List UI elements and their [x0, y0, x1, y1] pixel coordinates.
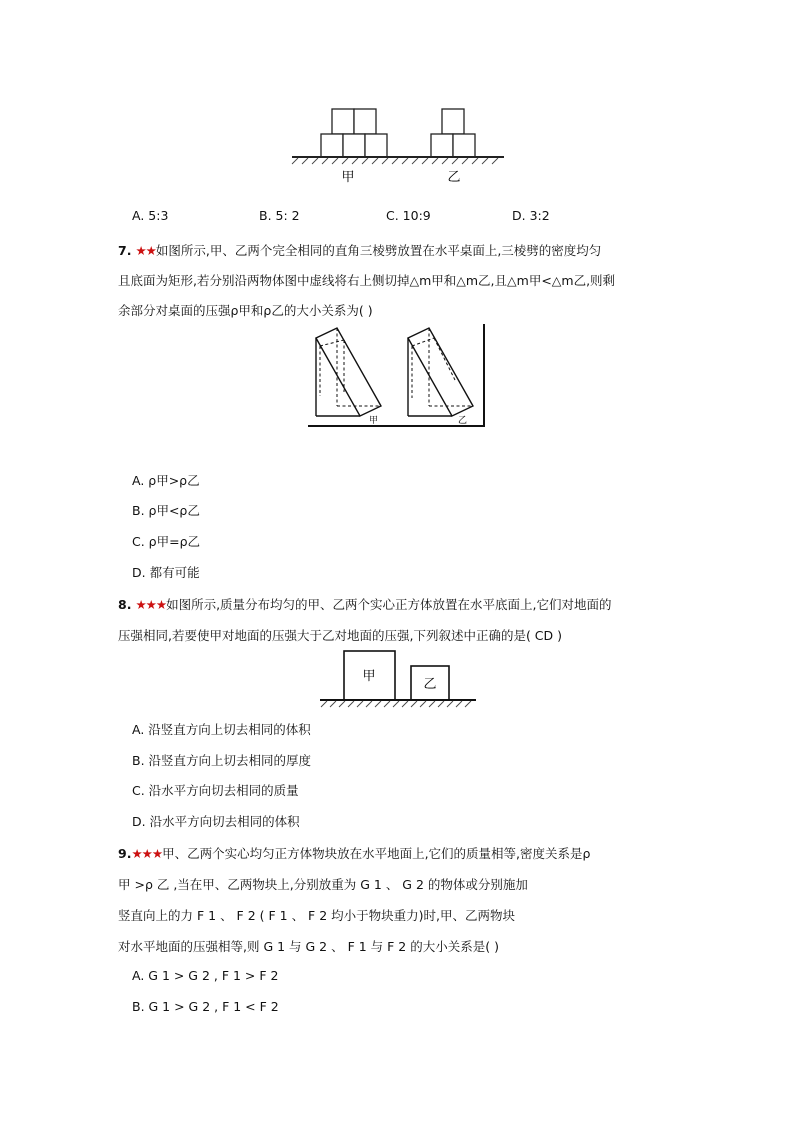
q7-fig-label-yi: 乙: [458, 416, 468, 426]
q8-number: 8.: [118, 597, 132, 612]
q7-stem-line-2: 且底面为矩形,若分别沿两物体图中虚线将右上侧切掉△m甲和△m乙,且△m甲<△m乙,则剩: [118, 273, 616, 288]
q8-fig-label-jia: 甲: [362, 669, 376, 684]
q8-stem-line-1: [118, 595, 612, 613]
fig1-label-jia: 甲: [341, 170, 355, 185]
q7-stem-line-1: [118, 241, 601, 259]
q8-difficulty-stars: ★★★: [135, 597, 167, 612]
q9-option-a[interactable]: A. G 1 > G 2 , F 1 > F 2: [132, 968, 279, 983]
q7-difficulty-stars: ★★: [135, 243, 156, 258]
q6-option-c[interactable]: C. 10:9: [386, 208, 431, 223]
q7-fig-label-jia: 甲: [369, 416, 379, 426]
q9-stem-line-1: [118, 844, 590, 862]
q9-option-b[interactable]: B. G 1 > G 2 , F 1 < F 2: [132, 999, 279, 1014]
q9-difficulty-stars: ★★★: [131, 846, 163, 861]
figure-triangular-prisms: [306, 322, 488, 430]
q6-option-a[interactable]: A. 5:3: [132, 208, 169, 223]
figure-stacked-cubes: [288, 104, 508, 188]
q7-stem-text-1: 如图所示,甲、乙两个完全相同的直角三棱劈放置在水平桌面上,三棱劈的密度均匀: [155, 243, 602, 258]
q6-option-d[interactable]: D. 3:2: [512, 208, 550, 223]
q7-option-d[interactable]: D. 都有可能: [132, 565, 200, 580]
q8-option-c[interactable]: C. 沿水平方向切去相同的质量: [132, 783, 299, 798]
fig1-label-yi: 乙: [447, 170, 461, 185]
q7-option-a[interactable]: A. ρ甲>ρ乙: [132, 473, 200, 488]
q9-stem-line-3: 竖直向上的力 F 1 、 F 2 ( F 1 、 F 2 均小于物块重力)时,甲、乙两物块: [118, 908, 515, 923]
figure-two-cubes: [318, 648, 478, 708]
q7-number: 7.: [118, 243, 132, 258]
q8-option-a[interactable]: A. 沿竖直方向上切去相同的体积: [132, 722, 311, 737]
q9-number: 9.: [118, 846, 132, 861]
q6-option-b[interactable]: B. 5: 2: [259, 208, 300, 223]
q9-stem-line-2: 甲 >ρ 乙 ,当在甲、乙两物块上,分别放重为 G 1 、 G 2 的物体或分别施加: [118, 877, 528, 892]
q8-stem-text-1: 如图所示,质量分布均匀的甲、乙两个实心正方体放置在水平底面上,它们对地面的: [166, 597, 612, 612]
q8-option-d[interactable]: D. 沿水平方向切去相同的体积: [132, 814, 300, 829]
q8-option-b[interactable]: B. 沿竖直方向上切去相同的厚度: [132, 753, 312, 768]
q9-stem-text-1: 甲、乙两个实心均匀正方体物块放在水平地面上,它们的质量相等,密度关系是ρ: [162, 846, 591, 861]
q8-stem-line-2: 压强相同,若要使甲对地面的压强大于乙对地面的压强,下列叙述中正确的是( CD ): [118, 628, 563, 643]
q9-stem-line-4: 对水平地面的压强相等,则 G 1 与 G 2 、 F 1 与 F 2 的大小关系是( ): [118, 939, 499, 954]
q7-stem-line-3: 余部分对桌面的压强ρ甲和ρ乙的大小关系为( ): [118, 303, 373, 318]
q7-option-c[interactable]: C. ρ甲=ρ乙: [132, 534, 201, 549]
q8-fig-label-yi: 乙: [423, 677, 437, 692]
q7-option-b[interactable]: B. ρ甲<ρ乙: [132, 503, 200, 518]
